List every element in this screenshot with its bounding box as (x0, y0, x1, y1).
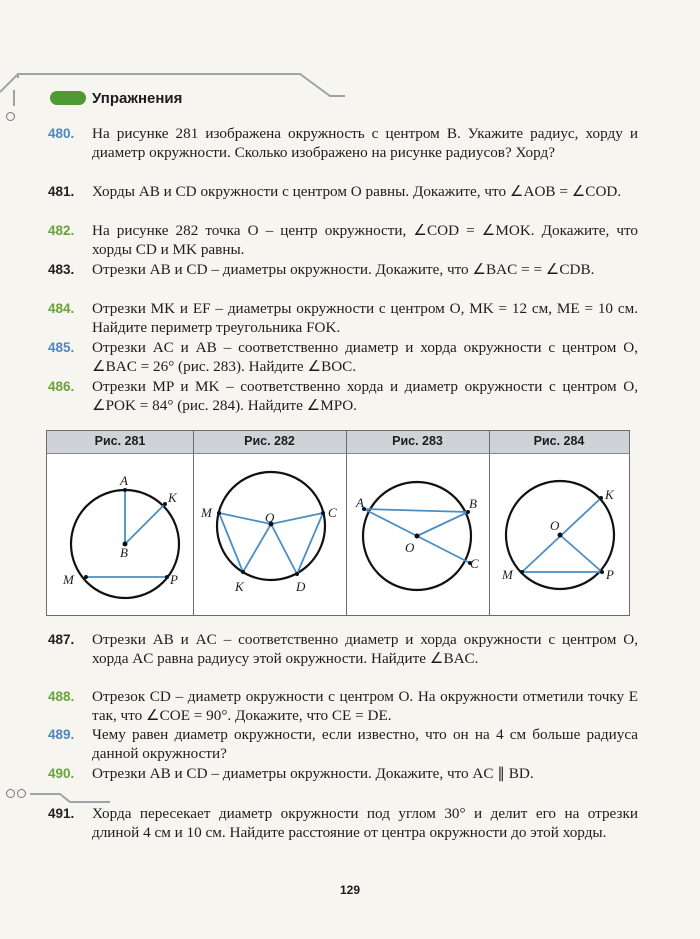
exercise-text: Отрезок CD – диаметр окружности с центром O. На окружности отметили точку E так, что ∠COE = 90°. Докажите, что CE = DE. (92, 688, 638, 724)
figure-282-drawing (193, 431, 346, 615)
figure-caption: Рис. 281 (94, 434, 146, 448)
section-marker (50, 91, 86, 105)
exercise-text: На рисунке 281 изображена окружность с центром B. Укажите радиус, хорду и диаметр окружности. Сколько изображено на рисунке радиусов? Хорд? (92, 125, 638, 161)
label-A: A (356, 495, 364, 510)
exercise-482 (48, 221, 638, 259)
label-B: B (120, 545, 128, 560)
exercise-number: 482. (48, 223, 75, 238)
section-title: Упражнения (92, 90, 183, 107)
figure-281-drawing (47, 431, 193, 615)
exercise-484 (48, 299, 638, 337)
label-K: K (235, 579, 244, 594)
exercise-text: Отрезки MP и MK – соответственно хорда и диаметр окружности с центром O, ∠POK = 84° (рис. 284). Найдите ∠MPO. (92, 378, 638, 414)
label-K: K (168, 490, 177, 505)
label-M: M (502, 567, 513, 582)
exercise-text: На рисунке 282 точка O – центр окружности, ∠COD = ∠MOK. Докажите, что хорды CD и MK равны. (92, 222, 638, 258)
figure-284-drawing (489, 431, 629, 615)
exercise-number: 491. (48, 806, 75, 821)
exercise-489 (48, 725, 638, 763)
label-B: B (469, 496, 477, 511)
exercise-text: Чему равен диаметр окружности, если известно, что он на 4 см больше радиуса данной окружности? (92, 726, 638, 762)
exercise-number: 488. (48, 689, 75, 704)
figure-281 (47, 431, 193, 615)
exercise-487 (48, 630, 638, 668)
figure-282 (193, 431, 346, 615)
exercise-text: Отрезки AB и CD – диаметры окружности. Докажите, что AC ∥ BD. (92, 765, 534, 782)
exercise-text: Отрезки AB и AC – соответственно диаметр и хорда окружности с центром O, хорда AC равна радиусу этой окружности. Найдите ∠BAC. (92, 631, 638, 667)
exercise-text: Хорды AB и CD окружности с центром O равны. Докажите, что ∠AOB = ∠COD. (92, 183, 622, 200)
exercise-text: Хорда пересекает диаметр окружности под углом 30° и делит его на отрезки длиной 4 см и 10 см. Найдите расстояние от центра окружности до этой хорды. (92, 805, 638, 841)
figure-caption: Рис. 283 (392, 434, 443, 448)
label-P: P (606, 567, 614, 582)
page-number: 129 (339, 883, 361, 897)
exercise-485 (48, 338, 638, 376)
label-O: O (405, 540, 415, 555)
label-D: D (296, 579, 306, 594)
label-K: K (605, 487, 614, 502)
exercise-number: 490. (48, 766, 75, 781)
exercise-481 (48, 182, 638, 201)
exercise-491 (48, 804, 638, 842)
figure-283-drawing (346, 431, 489, 615)
exercise-number: 486. (48, 379, 75, 394)
label-A: A (120, 473, 128, 488)
exercise-number: 481. (48, 184, 75, 199)
label-C: C (328, 505, 337, 520)
label-O: O (550, 518, 560, 533)
exercise-number: 480. (48, 126, 75, 141)
exercise-488 (48, 687, 638, 725)
figure-caption: Рис. 284 (533, 434, 585, 448)
exercise-486 (48, 377, 638, 415)
figures-panel (46, 430, 630, 616)
exercise-text: Отрезки MK и EF – диаметры окружности с центром O, MK = 12 см, ME = 10 см. Найдите периметр треугольника FOK. (92, 300, 638, 336)
exercise-483 (48, 260, 638, 279)
label-C: C (470, 556, 479, 571)
exercise-number: 487. (48, 632, 75, 647)
exercise-number: 483. (48, 262, 75, 277)
figure-284 (489, 431, 629, 615)
exercise-number: 489. (48, 727, 75, 742)
exercise-490 (48, 764, 638, 783)
margin-bullet (6, 112, 15, 121)
label-M: M (63, 572, 74, 587)
label-P: P (170, 572, 178, 587)
exercise-480 (48, 124, 638, 162)
exercise-text: Отрезки AB и CD – диаметры окружности. Докажите, что ∠BAC = = ∠CDB. (92, 261, 595, 278)
exercise-text: Отрезки AC и AB – соответственно диаметр и хорда окружности с центром O, ∠BAC = 26° (рис. 283). Найдите ∠BOC. (92, 339, 638, 375)
figure-283 (346, 431, 489, 615)
label-O: O (265, 510, 275, 525)
exercise-number: 484. (48, 301, 75, 316)
label-M: M (201, 505, 212, 520)
figure-caption: Рис. 282 (244, 434, 295, 448)
exercise-number: 485. (48, 340, 75, 355)
